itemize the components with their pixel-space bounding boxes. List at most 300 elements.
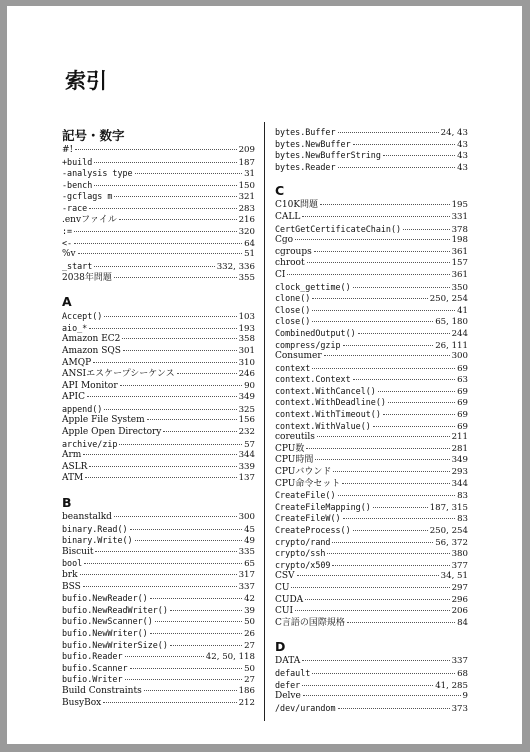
index-term: crypto/ssh	[275, 548, 326, 559]
index-term: CUDA	[275, 594, 304, 605]
dot-leader	[85, 477, 236, 478]
index-entry	[62, 323, 255, 335]
index-term: bufio.NewReader()	[62, 593, 148, 604]
page-numbers: 337	[451, 656, 468, 667]
page-numbers: 26, 111	[435, 340, 468, 351]
index-term: _start	[62, 260, 93, 271]
index-term: context.Context	[275, 374, 351, 385]
page-numbers: 49	[244, 536, 255, 547]
index-term: clone()	[275, 293, 311, 304]
index-term: bufio.Scanner	[62, 662, 128, 673]
page-numbers: 63	[457, 375, 468, 386]
index-term: context.WithTimeout()	[275, 409, 381, 420]
index-term: Close()	[275, 304, 311, 315]
page-numbers: 300	[451, 351, 468, 362]
index-term: context.WithCancel()	[275, 385, 376, 396]
page-numbers: 43	[457, 162, 468, 173]
index-term: CreateProcess()	[275, 525, 351, 535]
page-numbers: 361	[451, 246, 468, 257]
page-numbers: 317	[238, 570, 255, 580]
dot-leader	[306, 448, 449, 449]
index-entry	[275, 618, 468, 630]
index-entry	[62, 145, 255, 157]
dot-leader	[114, 516, 237, 517]
index-term: bool	[62, 558, 83, 569]
index-term: CPU命令セット	[275, 478, 341, 489]
page-numbers: 41, 285	[435, 680, 468, 691]
index-entry	[62, 663, 255, 675]
page-numbers: 193	[238, 323, 255, 334]
page-numbers: 355	[238, 272, 255, 283]
index-term: append()	[62, 403, 103, 414]
index-term: -race	[62, 202, 88, 213]
dot-leader	[332, 542, 433, 543]
dot-leader	[104, 409, 236, 410]
index-entry	[275, 444, 468, 456]
dot-leader	[342, 483, 449, 484]
index-term: :=	[62, 226, 73, 237]
dot-leader	[297, 575, 439, 576]
index-term: CreateFileW()	[275, 513, 341, 524]
index-term: ASLR	[62, 461, 88, 472]
index-term: Biscuit	[62, 546, 94, 557]
index-term: CombinedOutput()	[275, 327, 356, 338]
index-entry	[62, 238, 255, 250]
index-entry	[62, 640, 255, 652]
page-numbers: 24, 43	[440, 128, 468, 138]
index-entry	[275, 282, 468, 294]
dot-leader	[103, 702, 236, 703]
page-numbers: 68	[457, 668, 468, 679]
index-entry	[62, 358, 255, 370]
index-entry	[62, 473, 255, 485]
page-numbers: 250, 254	[429, 294, 468, 305]
dot-leader	[347, 622, 455, 623]
index-entry	[62, 261, 255, 273]
dot-leader	[83, 586, 237, 587]
dot-leader	[383, 414, 455, 415]
dot-leader	[353, 144, 455, 145]
index-term: bufio.NewWriter()	[62, 627, 148, 638]
index-term: BusyBox	[62, 697, 102, 708]
dot-leader	[353, 287, 450, 288]
dot-leader	[170, 645, 242, 646]
index-entry	[62, 547, 255, 559]
index-entry	[275, 703, 468, 715]
index-term: bufio.Reader	[62, 651, 123, 662]
dot-leader	[89, 328, 236, 329]
dot-leader	[295, 239, 450, 240]
index-term: brk	[62, 570, 78, 580]
index-term: bytes.NewBufferString	[275, 150, 381, 161]
index-entry	[62, 191, 255, 203]
index-term: bytes.NewBuffer	[275, 138, 351, 149]
dot-leader	[93, 362, 236, 363]
page-numbers: 34, 51	[440, 571, 468, 582]
page-numbers: 157	[451, 258, 468, 269]
dot-leader	[332, 565, 449, 566]
index-entry	[275, 258, 468, 270]
index-entry	[275, 513, 468, 525]
index-entry	[275, 340, 468, 352]
index-term: context.WithDeadline()	[275, 397, 386, 408]
index-term: ATM	[62, 473, 84, 484]
dot-leader	[147, 419, 237, 420]
page-numbers: 296	[451, 594, 468, 605]
dot-leader	[89, 208, 236, 209]
dot-leader	[338, 132, 439, 133]
page-numbers: 216	[238, 214, 255, 225]
index-term: CALL	[275, 211, 301, 222]
dot-leader	[327, 553, 449, 554]
page-numbers: 65	[244, 559, 255, 570]
page-numbers: 83	[457, 514, 468, 525]
page-numbers: 56, 372	[435, 537, 468, 548]
page-numbers: 380	[451, 549, 468, 560]
index-term: chroot	[275, 258, 305, 269]
dot-leader	[150, 598, 242, 599]
index-entry	[62, 558, 255, 570]
page-numbers: 43	[457, 139, 468, 150]
page-numbers: 42	[244, 594, 255, 605]
page-numbers: 310	[238, 357, 255, 368]
dot-leader	[312, 298, 427, 299]
page-numbers: 9	[462, 691, 468, 702]
page-numbers: 321	[238, 192, 255, 203]
dot-leader	[125, 656, 204, 657]
index-entry	[275, 571, 468, 583]
dot-leader	[94, 266, 214, 267]
page-numbers: 186	[238, 685, 255, 696]
index-term: aio_*	[62, 322, 88, 333]
index-term: CPU数	[275, 443, 305, 454]
page-numbers: 212	[238, 697, 255, 708]
page-numbers: 65, 180	[435, 317, 468, 328]
page-numbers: 378	[451, 224, 468, 235]
index-term: bytes.Buffer	[275, 127, 336, 137]
dot-leader	[144, 690, 237, 691]
index-term: CPU時間	[275, 455, 314, 466]
index-entry	[275, 224, 468, 236]
index-term: ANSIエスケープシーケンス	[62, 369, 175, 380]
index-term: %v	[62, 249, 76, 260]
index-entry	[275, 162, 468, 174]
dot-leader	[89, 466, 236, 467]
dot-leader	[119, 219, 237, 220]
page-numbers: 26	[244, 628, 255, 639]
index-entry	[275, 680, 468, 692]
dot-leader	[312, 310, 455, 311]
dot-leader	[312, 321, 433, 322]
index-entry	[275, 270, 468, 282]
dot-leader	[104, 316, 236, 317]
dot-leader	[74, 243, 242, 244]
dot-leader	[338, 708, 450, 709]
index-term: CUI	[275, 606, 294, 617]
dot-leader	[114, 196, 236, 197]
index-term: CU	[275, 582, 290, 593]
dot-leader	[320, 204, 450, 205]
index-entry	[275, 139, 468, 151]
page-numbers: 83	[457, 491, 468, 502]
dot-leader	[122, 338, 236, 339]
column-divider	[264, 122, 265, 721]
page-numbers: 150	[238, 180, 255, 191]
dot-leader	[314, 251, 450, 252]
index-entry	[275, 247, 468, 259]
dot-leader	[302, 685, 433, 686]
page-numbers: 84	[457, 617, 468, 628]
dot-leader	[78, 253, 242, 254]
page-numbers: 50	[244, 617, 255, 628]
index-entry	[62, 628, 255, 640]
page-numbers: 27	[244, 640, 255, 651]
page-numbers: 27	[244, 675, 255, 686]
index-term: crypto/x509	[275, 559, 331, 570]
index-entry	[275, 606, 468, 618]
index-entry	[62, 439, 255, 451]
index-entry	[62, 674, 255, 686]
dot-leader	[125, 679, 243, 680]
index-term: #!	[62, 145, 74, 155]
index-term: CreateFile()	[275, 490, 336, 501]
dot-leader	[170, 610, 242, 611]
index-term: C10K問題	[275, 200, 319, 211]
index-entry	[62, 698, 255, 710]
index-entry	[62, 686, 255, 698]
page-numbers: 64	[244, 238, 255, 249]
index-entry	[62, 462, 255, 474]
dot-leader	[338, 495, 456, 496]
page-numbers: 331	[451, 211, 468, 222]
index-term: beanstalkd	[62, 512, 112, 523]
page-numbers: 195	[451, 200, 468, 211]
index-entry	[275, 409, 468, 421]
page-numbers: 42, 50, 118	[205, 652, 255, 663]
index-entry	[62, 535, 255, 547]
index-term: bufio.NewWriterSize()	[62, 639, 168, 650]
index-entry	[62, 157, 255, 169]
dot-leader	[312, 673, 455, 674]
page-numbers: 293	[451, 467, 468, 478]
index-entry	[275, 467, 468, 479]
page-numbers: 246	[238, 369, 255, 380]
dot-leader	[114, 277, 237, 278]
index-entry	[275, 421, 468, 433]
page-numbers: 339	[238, 461, 255, 472]
index-term: archive/zip	[62, 438, 118, 449]
dot-leader	[307, 262, 450, 263]
dot-leader	[80, 574, 237, 575]
index-entry	[275, 537, 468, 549]
index-entry	[275, 656, 468, 668]
dot-leader	[87, 396, 237, 397]
index-term: binary.Read()	[62, 523, 128, 534]
index-entry	[62, 450, 255, 462]
page-numbers: 344	[238, 450, 255, 461]
dot-leader	[163, 431, 236, 432]
dot-leader	[155, 621, 242, 622]
index-term: coreutils	[275, 432, 315, 443]
dot-leader	[403, 229, 450, 230]
dot-leader	[302, 216, 449, 217]
index-term: -gcflags m	[62, 191, 113, 202]
index-term: CreateFileMapping()	[275, 501, 371, 512]
index-entry	[62, 651, 255, 663]
index-term: C言語の国際規格	[275, 617, 345, 628]
index-term: DATA	[275, 656, 301, 667]
index-term: bufio.NewReadWriter()	[62, 604, 168, 615]
page-title: 索引	[65, 69, 107, 93]
index-term: -bench	[62, 179, 93, 190]
page-numbers: 41	[457, 305, 468, 316]
index-entry	[62, 582, 255, 594]
page-numbers: 325	[238, 404, 255, 415]
index-term: defer	[275, 679, 301, 690]
index-entry	[62, 415, 255, 427]
index-entry	[275, 595, 468, 607]
page-numbers: 377	[451, 560, 468, 571]
page-numbers: 337	[238, 581, 255, 592]
dot-leader	[317, 436, 450, 437]
dot-leader	[333, 471, 449, 472]
index-page	[7, 6, 522, 744]
index-entry	[62, 311, 255, 323]
page-numbers: 50	[244, 663, 255, 674]
dot-leader	[123, 350, 237, 351]
index-entry	[62, 168, 255, 180]
index-term: APIC	[62, 392, 85, 403]
index-term: CI	[275, 269, 286, 280]
page-numbers: 300	[238, 512, 255, 523]
dot-leader	[343, 345, 434, 346]
index-entry	[275, 525, 468, 537]
index-term: API Monitor	[62, 380, 118, 391]
dot-leader	[150, 633, 242, 634]
index-entry	[275, 351, 468, 363]
dot-leader	[94, 162, 236, 163]
index-entry	[275, 432, 468, 444]
dot-leader	[324, 355, 450, 356]
dot-leader	[120, 385, 242, 386]
index-term: context.WithValue()	[275, 420, 371, 431]
page-numbers: 69	[457, 386, 468, 397]
dot-leader	[373, 426, 455, 427]
page-numbers: 335	[238, 546, 255, 557]
dot-leader	[83, 454, 236, 455]
index-term: Build Constraints	[62, 685, 142, 696]
page-numbers: 349	[451, 455, 468, 466]
page-numbers: 206	[451, 606, 468, 617]
index-entry	[275, 363, 468, 375]
index-term: Delve	[275, 691, 301, 702]
page-numbers: 69	[457, 398, 468, 409]
dot-leader	[343, 518, 456, 519]
dot-leader	[303, 695, 461, 696]
page-numbers: 51	[244, 249, 255, 260]
index-entry	[62, 334, 255, 346]
index-term: Cgo	[275, 235, 294, 246]
index-term: crypto/rand	[275, 536, 331, 547]
index-term: Amazon SQS	[62, 345, 121, 356]
dot-leader	[94, 185, 236, 186]
dot-leader	[291, 587, 449, 588]
index-term: AMQP	[62, 357, 92, 368]
index-entry	[62, 605, 255, 617]
index-entry	[62, 273, 255, 285]
page-numbers: 373	[451, 703, 468, 714]
index-term: CSV	[275, 571, 295, 582]
dot-leader	[338, 167, 456, 168]
index-term: /dev/urandom	[275, 702, 336, 713]
page-numbers: 187	[238, 157, 255, 168]
page-numbers: 209	[238, 145, 255, 155]
index-term: Arm	[62, 450, 82, 461]
dot-leader	[84, 563, 242, 564]
dot-leader	[75, 149, 236, 150]
index-entry	[275, 386, 468, 398]
page-numbers: 211	[451, 432, 468, 443]
dot-leader	[135, 540, 242, 541]
page-numbers: 187, 315	[429, 502, 468, 513]
page-numbers: 244	[451, 328, 468, 339]
dot-leader	[305, 599, 449, 600]
index-entry	[62, 427, 255, 439]
index-entry	[62, 512, 255, 524]
page-numbers: 320	[238, 227, 255, 238]
index-term: .envファイル	[62, 214, 117, 225]
dot-leader	[302, 660, 449, 661]
page-numbers: 361	[451, 269, 468, 280]
index-term: Apple Open Directory	[62, 427, 162, 438]
dot-leader	[74, 231, 237, 232]
dot-leader	[95, 551, 236, 552]
index-term: -analysis type	[62, 168, 133, 179]
index-term: bufio.NewScanner()	[62, 616, 153, 627]
dot-leader	[388, 402, 455, 403]
page-numbers: 281	[451, 443, 468, 454]
index-term: default	[275, 667, 311, 678]
index-entry	[275, 293, 468, 305]
index-term: cgroups	[275, 246, 312, 257]
page-numbers: 57	[244, 439, 255, 450]
page-numbers: 43	[457, 151, 468, 162]
page-numbers: 39	[244, 605, 255, 616]
page-numbers: 232	[238, 427, 255, 438]
dot-leader	[295, 610, 450, 611]
index-term: Accept()	[62, 311, 103, 322]
index-entry	[62, 369, 255, 381]
index-entry	[62, 524, 255, 536]
page-numbers: 350	[451, 282, 468, 293]
page-numbers: 69	[457, 421, 468, 432]
index-term: context	[275, 362, 311, 373]
index-term: Apple File System	[62, 415, 145, 426]
page-numbers: 349	[238, 392, 255, 403]
index-term: close()	[275, 316, 311, 327]
index-term: Amazon EC2	[62, 334, 121, 345]
index-entry	[275, 200, 468, 212]
page-numbers: 283	[238, 203, 255, 214]
index-term: Consumer	[275, 351, 322, 362]
index-term: <-	[62, 237, 73, 248]
section-heading: A	[62, 294, 72, 310]
index-entry	[62, 381, 255, 393]
dot-leader	[312, 368, 455, 369]
index-term: BSS	[62, 581, 81, 592]
index-entry	[62, 203, 255, 215]
index-entry	[62, 215, 255, 227]
